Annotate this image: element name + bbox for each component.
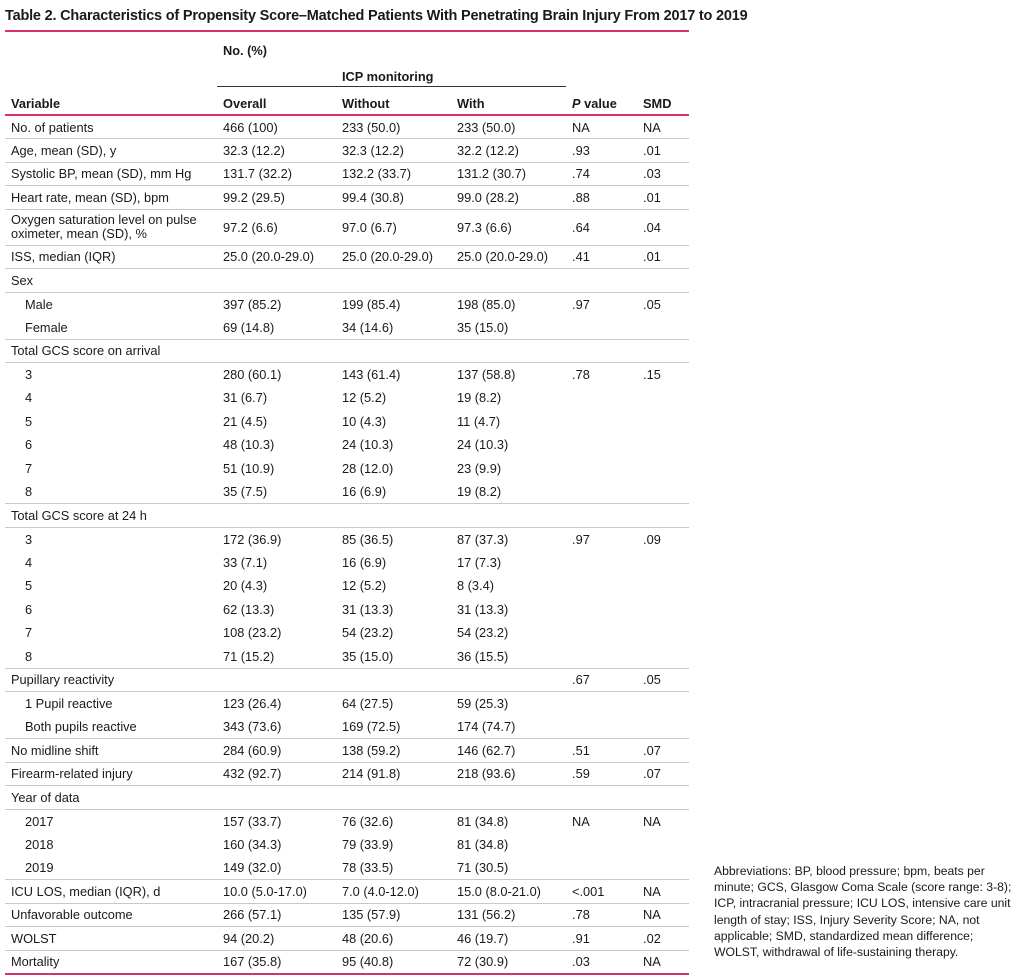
row-label: No midline shift bbox=[5, 739, 217, 763]
p-value bbox=[566, 598, 637, 622]
table-row bbox=[5, 504, 689, 528]
smd-value bbox=[637, 715, 689, 739]
smd-value bbox=[637, 410, 689, 434]
overall-value: 167 (35.8) bbox=[217, 950, 336, 974]
table-row bbox=[5, 739, 689, 763]
smd-value bbox=[637, 856, 689, 880]
table-row bbox=[5, 645, 689, 669]
row-label: 2017 bbox=[5, 809, 217, 833]
without-value: 169 (72.5) bbox=[342, 719, 401, 734]
p-value: .67 bbox=[566, 668, 637, 692]
with-value: 97.3 (6.6) bbox=[451, 209, 566, 245]
smd-value bbox=[637, 339, 689, 363]
p-value bbox=[566, 433, 637, 457]
overall-value: 131.7 (32.2) bbox=[217, 162, 336, 186]
row-label: 8 bbox=[25, 484, 33, 499]
smd-value: NA bbox=[637, 809, 689, 833]
without-value bbox=[336, 786, 451, 810]
with-value: 46 (19.7) bbox=[451, 927, 566, 951]
p-value bbox=[566, 386, 637, 410]
smd-value bbox=[637, 692, 689, 716]
with-value: 72 (30.9) bbox=[451, 950, 566, 974]
row-label: 2018 bbox=[25, 836, 54, 852]
overall-value: 99.2 (29.5) bbox=[217, 186, 336, 210]
p-value: .59 bbox=[566, 762, 637, 786]
p-value: .97 bbox=[566, 527, 637, 551]
row-label: WOLST bbox=[5, 927, 217, 951]
smd-value: .07 bbox=[637, 739, 689, 763]
p-value: .97 bbox=[566, 292, 637, 316]
p-value: .88 bbox=[566, 186, 637, 210]
without-value: 132.2 (33.7) bbox=[336, 162, 451, 186]
row-label: Systolic BP, mean (SD), mm Hg bbox=[5, 162, 217, 186]
table-row bbox=[5, 621, 689, 645]
p-value bbox=[566, 410, 637, 434]
p-value bbox=[566, 339, 637, 363]
overall-value: 71 (15.2) bbox=[223, 648, 275, 664]
table-row bbox=[5, 292, 689, 316]
header-icp-monitoring: ICP monitoring bbox=[336, 60, 566, 87]
with-value: 23 (9.9) bbox=[457, 460, 502, 476]
with-value: 15.0 (8.0-21.0) bbox=[451, 880, 566, 904]
with-value: 24 (10.3) bbox=[457, 437, 509, 453]
smd-value bbox=[637, 574, 689, 598]
overall-value: 31 (6.7) bbox=[223, 390, 268, 406]
row-label: 3 bbox=[5, 363, 217, 387]
without-value: 97.0 (6.7) bbox=[336, 209, 451, 245]
overall-value: 62 (13.3) bbox=[223, 601, 275, 617]
without-value: 10 (4.3) bbox=[342, 413, 387, 429]
table-row bbox=[5, 339, 689, 363]
header-no-pct: No. (%) bbox=[223, 43, 268, 58]
row-label: Male bbox=[5, 292, 217, 316]
p-value bbox=[566, 480, 637, 504]
with-value: 71 (30.5) bbox=[457, 860, 509, 875]
row-label: 4 bbox=[25, 554, 33, 570]
row-label: ICU LOS, median (IQR), d bbox=[5, 880, 217, 904]
p-value bbox=[566, 715, 637, 739]
smd-value: .04 bbox=[637, 209, 689, 245]
row-label: Total GCS score on arrival bbox=[5, 339, 217, 363]
with-value bbox=[451, 504, 566, 528]
table-row bbox=[5, 480, 689, 504]
with-value: 25.0 (20.0-29.0) bbox=[451, 245, 566, 269]
table-body bbox=[5, 115, 689, 974]
row-label: Year of data bbox=[5, 786, 217, 810]
row-label: Heart rate, mean (SD), bpm bbox=[5, 186, 217, 210]
without-value: 138 (59.2) bbox=[336, 739, 451, 763]
header-variable: Variable bbox=[5, 87, 217, 116]
p-value bbox=[566, 504, 637, 528]
p-value bbox=[566, 457, 637, 481]
smd-value bbox=[637, 551, 689, 575]
without-value: 12 (5.2) bbox=[342, 578, 387, 594]
smd-value: .05 bbox=[637, 292, 689, 316]
overall-value: 97.2 (6.6) bbox=[217, 209, 336, 245]
overall-value bbox=[217, 339, 336, 363]
row-label: 5 bbox=[25, 413, 33, 429]
overall-value: 108 (23.2) bbox=[223, 625, 282, 641]
with-value: 131.2 (30.7) bbox=[451, 162, 566, 186]
table-row bbox=[5, 551, 689, 575]
table-row bbox=[5, 457, 689, 481]
row-label: Oxygen saturation level on pulse oximeter, mean (SD), % bbox=[5, 209, 217, 245]
with-value: 99.0 (28.2) bbox=[451, 186, 566, 210]
overall-value: 432 (92.7) bbox=[217, 762, 336, 786]
table-row bbox=[5, 903, 689, 927]
row-label: 1 Pupil reactive bbox=[5, 692, 217, 716]
row-label: Unfavorable outcome bbox=[5, 903, 217, 927]
table-row bbox=[5, 856, 689, 880]
p-value bbox=[566, 856, 637, 880]
overall-value: 157 (33.7) bbox=[217, 809, 336, 833]
row-label: Female bbox=[25, 319, 68, 335]
overall-value: 266 (57.1) bbox=[217, 903, 336, 927]
row-label: 3 bbox=[5, 527, 217, 551]
table-title: Table 2. Characteristics of Propensity Score–Matched Patients With Penetrating Brain Injury From 2017 to 2019 bbox=[5, 8, 748, 24]
without-value bbox=[336, 269, 451, 293]
without-value: 35 (15.0) bbox=[342, 648, 394, 664]
p-value: .78 bbox=[566, 903, 637, 927]
row-label: Firearm-related injury bbox=[5, 762, 217, 786]
overall-value bbox=[217, 786, 336, 810]
p-value: .78 bbox=[566, 363, 637, 387]
with-value: 146 (62.7) bbox=[451, 739, 566, 763]
without-value: 32.3 (12.2) bbox=[336, 139, 451, 163]
table-row bbox=[5, 880, 689, 904]
with-value: 54 (23.2) bbox=[457, 625, 509, 641]
without-value: 25.0 (20.0-29.0) bbox=[336, 245, 451, 269]
with-value: 35 (15.0) bbox=[457, 319, 509, 335]
row-label: 6 bbox=[25, 437, 33, 453]
p-value: .51 bbox=[566, 739, 637, 763]
p-value: NA bbox=[566, 115, 637, 139]
table-row bbox=[5, 715, 689, 739]
without-value: 48 (20.6) bbox=[336, 927, 451, 951]
without-value: 31 (13.3) bbox=[342, 601, 394, 617]
row-label: Total GCS score at 24 h bbox=[5, 504, 217, 528]
smd-value: .02 bbox=[637, 927, 689, 951]
p-value: .64 bbox=[566, 209, 637, 245]
p-value bbox=[566, 786, 637, 810]
without-value: 85 (36.5) bbox=[336, 527, 451, 551]
p-value bbox=[566, 692, 637, 716]
smd-value bbox=[637, 480, 689, 504]
characteristics-table bbox=[5, 34, 689, 975]
table-row bbox=[5, 668, 689, 692]
table-row bbox=[5, 927, 689, 951]
p-value: .91 bbox=[566, 927, 637, 951]
overall-value: 51 (10.9) bbox=[223, 460, 275, 476]
overall-value bbox=[217, 504, 336, 528]
overall-value: 10.0 (5.0-17.0) bbox=[217, 880, 336, 904]
row-label: Mortality bbox=[5, 950, 217, 974]
without-value: 233 (50.0) bbox=[336, 115, 451, 139]
with-value: 8 (3.4) bbox=[457, 578, 494, 594]
row-label: Age, mean (SD), y bbox=[5, 139, 217, 163]
table-row bbox=[5, 139, 689, 163]
overall-value: 123 (26.4) bbox=[217, 692, 336, 716]
smd-value: .09 bbox=[637, 527, 689, 551]
table-row bbox=[5, 692, 689, 716]
without-value: 16 (6.9) bbox=[342, 484, 387, 499]
smd-value bbox=[637, 386, 689, 410]
table-row bbox=[5, 316, 689, 340]
table-row bbox=[5, 833, 689, 857]
overall-value: 160 (34.3) bbox=[223, 836, 282, 852]
smd-value: NA bbox=[637, 950, 689, 974]
without-value: 7.0 (4.0-12.0) bbox=[336, 880, 451, 904]
table-row bbox=[5, 115, 689, 139]
overall-value: 35 (7.5) bbox=[223, 484, 268, 499]
without-value: 199 (85.4) bbox=[336, 292, 451, 316]
smd-value bbox=[637, 316, 689, 340]
overall-value: 94 (20.2) bbox=[217, 927, 336, 951]
table-row bbox=[5, 245, 689, 269]
footnote-abbreviations: Abbreviations: BP, blood pressure; bpm, beats per minute; GCS, Glasgow Coma Scale (score range: 3-8); ICP, intracranial pressure; ICU LOS, intensive care unit length of stay; ISS, Injury Severity Score; NA, not applicable; SMD, standardized mean difference; WOLST, withdrawal of life-sustaining therapy. bbox=[714, 864, 1012, 960]
p-value bbox=[566, 551, 637, 575]
smd-value bbox=[637, 833, 689, 857]
smd-value: .03 bbox=[637, 162, 689, 186]
overall-value: 466 (100) bbox=[217, 115, 336, 139]
p-value bbox=[566, 269, 637, 293]
header-p-value: P value bbox=[566, 87, 637, 116]
row-label: 7 bbox=[25, 625, 33, 641]
row-label: No. of patients bbox=[5, 115, 217, 139]
table-row bbox=[5, 209, 689, 245]
smd-value: NA bbox=[637, 903, 689, 927]
with-value: 31 (13.3) bbox=[457, 601, 509, 617]
with-value bbox=[451, 786, 566, 810]
header-smd: SMD bbox=[637, 87, 689, 116]
p-value: NA bbox=[566, 809, 637, 833]
p-value: <.001 bbox=[566, 880, 637, 904]
p-value: .74 bbox=[566, 162, 637, 186]
overall-value: 172 (36.9) bbox=[217, 527, 336, 551]
overall-value: 20 (4.3) bbox=[223, 578, 268, 594]
overall-value: 69 (14.8) bbox=[223, 319, 275, 335]
p-value bbox=[566, 645, 637, 669]
without-value: 135 (57.9) bbox=[336, 903, 451, 927]
row-label: Sex bbox=[5, 269, 217, 293]
table-row bbox=[5, 574, 689, 598]
without-value: 143 (61.4) bbox=[336, 363, 451, 387]
table-row bbox=[5, 410, 689, 434]
table-row bbox=[5, 809, 689, 833]
table-row bbox=[5, 598, 689, 622]
with-value: 174 (74.7) bbox=[457, 719, 516, 734]
without-value: 79 (33.9) bbox=[342, 836, 394, 852]
overall-value bbox=[217, 269, 336, 293]
without-value: 214 (91.8) bbox=[336, 762, 451, 786]
smd-value: .01 bbox=[637, 139, 689, 163]
smd-value bbox=[637, 645, 689, 669]
row-label: 7 bbox=[25, 460, 33, 476]
row-label: ISS, median (IQR) bbox=[5, 245, 217, 269]
overall-value: 33 (7.1) bbox=[223, 554, 268, 570]
overall-value: 21 (4.5) bbox=[223, 413, 268, 429]
without-value bbox=[336, 504, 451, 528]
with-value: 59 (25.3) bbox=[451, 692, 566, 716]
without-value: 12 (5.2) bbox=[342, 390, 387, 406]
smd-value bbox=[637, 598, 689, 622]
title-rule bbox=[5, 30, 689, 32]
smd-value: .05 bbox=[637, 668, 689, 692]
without-value: 64 (27.5) bbox=[336, 692, 451, 716]
table-row bbox=[5, 433, 689, 457]
table-row bbox=[5, 186, 689, 210]
p-value bbox=[566, 316, 637, 340]
without-value: 76 (32.6) bbox=[336, 809, 451, 833]
smd-value: NA bbox=[637, 115, 689, 139]
p-value bbox=[566, 833, 637, 857]
with-value: 137 (58.8) bbox=[451, 363, 566, 387]
table-row bbox=[5, 762, 689, 786]
p-value: .93 bbox=[566, 139, 637, 163]
table-row bbox=[5, 363, 689, 387]
with-value: 198 (85.0) bbox=[451, 292, 566, 316]
row-label: 6 bbox=[25, 601, 33, 617]
without-value: 78 (33.5) bbox=[342, 860, 394, 875]
with-value: 233 (50.0) bbox=[451, 115, 566, 139]
smd-value bbox=[637, 621, 689, 645]
table-row bbox=[5, 162, 689, 186]
overall-value: 25.0 (20.0-29.0) bbox=[217, 245, 336, 269]
smd-value bbox=[637, 269, 689, 293]
with-value bbox=[451, 668, 566, 692]
overall-value: 343 (73.6) bbox=[223, 719, 282, 734]
row-label: Pupillary reactivity bbox=[5, 668, 217, 692]
with-value: 19 (8.2) bbox=[457, 390, 502, 406]
row-label: 4 bbox=[25, 390, 33, 406]
p-value: .41 bbox=[566, 245, 637, 269]
smd-value bbox=[637, 457, 689, 481]
p-value: .03 bbox=[566, 950, 637, 974]
with-value: 19 (8.2) bbox=[457, 484, 502, 499]
without-value bbox=[336, 668, 451, 692]
p-value bbox=[566, 621, 637, 645]
row-label: 5 bbox=[25, 578, 33, 594]
with-value: 36 (15.5) bbox=[457, 648, 509, 664]
table-row bbox=[5, 527, 689, 551]
with-value: 218 (93.6) bbox=[451, 762, 566, 786]
table-row bbox=[5, 386, 689, 410]
smd-value: .01 bbox=[637, 245, 689, 269]
header-with: With bbox=[451, 87, 566, 116]
smd-value bbox=[637, 433, 689, 457]
without-value: 34 (14.6) bbox=[342, 319, 394, 335]
table-row bbox=[5, 950, 689, 974]
without-value: 99.4 (30.8) bbox=[336, 186, 451, 210]
smd-value: NA bbox=[637, 880, 689, 904]
smd-value bbox=[637, 786, 689, 810]
with-value: 17 (7.3) bbox=[457, 554, 502, 570]
overall-value bbox=[217, 668, 336, 692]
row-label: 8 bbox=[25, 648, 33, 664]
overall-value: 48 (10.3) bbox=[223, 437, 275, 453]
with-value: 11 (4.7) bbox=[457, 413, 501, 429]
without-value: 54 (23.2) bbox=[342, 625, 394, 641]
header-without: Without bbox=[336, 87, 451, 116]
smd-value: .01 bbox=[637, 186, 689, 210]
with-value bbox=[451, 269, 566, 293]
without-value: 95 (40.8) bbox=[336, 950, 451, 974]
row-label: 2019 bbox=[25, 860, 54, 875]
smd-value: .07 bbox=[637, 762, 689, 786]
smd-value bbox=[637, 504, 689, 528]
table-row bbox=[5, 269, 689, 293]
with-value: 81 (34.8) bbox=[451, 809, 566, 833]
without-value bbox=[336, 339, 451, 363]
header-spacer bbox=[5, 34, 217, 60]
without-value: 24 (10.3) bbox=[342, 437, 394, 453]
smd-value: .15 bbox=[637, 363, 689, 387]
header-overall: Overall bbox=[217, 87, 336, 116]
table-row bbox=[5, 786, 689, 810]
overall-value: 280 (60.1) bbox=[217, 363, 336, 387]
overall-value: 284 (60.9) bbox=[217, 739, 336, 763]
overall-value: 397 (85.2) bbox=[217, 292, 336, 316]
overall-value: 32.3 (12.2) bbox=[217, 139, 336, 163]
with-value bbox=[451, 339, 566, 363]
overall-value: 149 (32.0) bbox=[223, 860, 282, 875]
without-value: 28 (12.0) bbox=[342, 460, 394, 476]
with-value: 32.2 (12.2) bbox=[451, 139, 566, 163]
with-value: 81 (34.8) bbox=[457, 836, 509, 852]
row-label: Both pupils reactive bbox=[25, 719, 137, 734]
with-value: 131 (56.2) bbox=[451, 903, 566, 927]
p-value bbox=[566, 574, 637, 598]
with-value: 87 (37.3) bbox=[451, 527, 566, 551]
without-value: 16 (6.9) bbox=[342, 554, 387, 570]
